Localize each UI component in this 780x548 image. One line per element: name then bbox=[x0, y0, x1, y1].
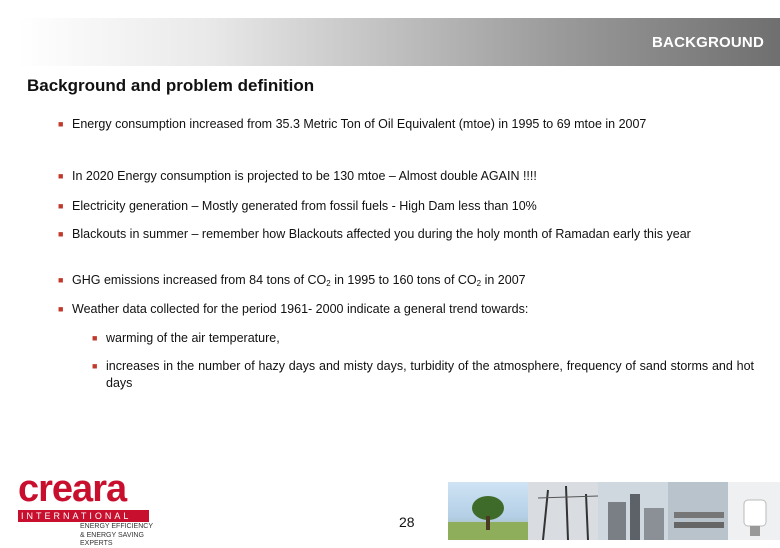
bullet-icon: ■ bbox=[58, 119, 64, 129]
bullet-ghg bbox=[58, 272, 754, 292]
bullet-text: Weather data collected for the period 1961- 2000 indicate a general trend towards: bbox=[72, 302, 529, 316]
bullet-icon: ■ bbox=[58, 201, 64, 211]
bullet-weather bbox=[58, 301, 754, 318]
bullet-text: Energy consumption increased from 35.3 Metric Ton of Oil Equivalent (mtoe) in 1995 to 69 mtoe in 2007 bbox=[72, 117, 647, 131]
logo-tagline-2: & ENERGY SAVING EXPERTS bbox=[80, 532, 144, 547]
page-title: Background and problem definition bbox=[27, 76, 315, 95]
bullet-icon: ■ bbox=[58, 171, 64, 181]
sub-bullet-warming bbox=[92, 330, 754, 347]
bullet-projection bbox=[58, 168, 754, 185]
bullet-icon: ■ bbox=[58, 229, 64, 239]
logo-tagline-1: ENERGY EFFICIENCY bbox=[80, 523, 153, 530]
bullet-blackouts bbox=[58, 226, 754, 243]
bullet-text: warming of the air temperature, bbox=[106, 331, 280, 345]
logo-wordmark: creara bbox=[18, 468, 127, 510]
bullet-text: GHG emissions increased from 84 tons of $CO_2$ in 1995 to 160 tons of $CO_2$ in 2007 bbox=[72, 273, 526, 288]
bullet-electricity bbox=[58, 198, 754, 215]
sub-bullet-hazy-days bbox=[92, 358, 754, 392]
bullet-icon: ■ bbox=[58, 275, 64, 285]
energy-photo-collage bbox=[448, 482, 780, 540]
bullet-icon: ■ bbox=[58, 304, 64, 314]
creara-logo bbox=[18, 468, 158, 547]
bullet-icon: ■ bbox=[92, 361, 98, 371]
header-title: BACKGROUND bbox=[652, 34, 764, 51]
bullet-text: Blackouts in summer – remember how Blackouts affected you during the holy month of Ramadan early this year bbox=[72, 227, 691, 241]
bullet-text: increases in the number of hazy days and misty days, turbidity of the atmosphere, frequency of sand storms and hot days bbox=[106, 359, 754, 390]
bullet-icon: ■ bbox=[92, 333, 98, 343]
bullet-text: In 2020 Energy consumption is projected to be 130 mtoe – Almost double AGAIN !!!! bbox=[72, 169, 537, 183]
page-number: 28 bbox=[399, 514, 415, 530]
energy-photo-strip bbox=[448, 482, 780, 540]
header-bar bbox=[18, 18, 780, 66]
logo-band: INTERNATIONAL bbox=[18, 510, 149, 522]
bullet-text: Electricity generation – Mostly generated from fossil fuels - High Dam less than 10% bbox=[72, 199, 537, 213]
bullet-energy-consumption bbox=[58, 116, 754, 133]
